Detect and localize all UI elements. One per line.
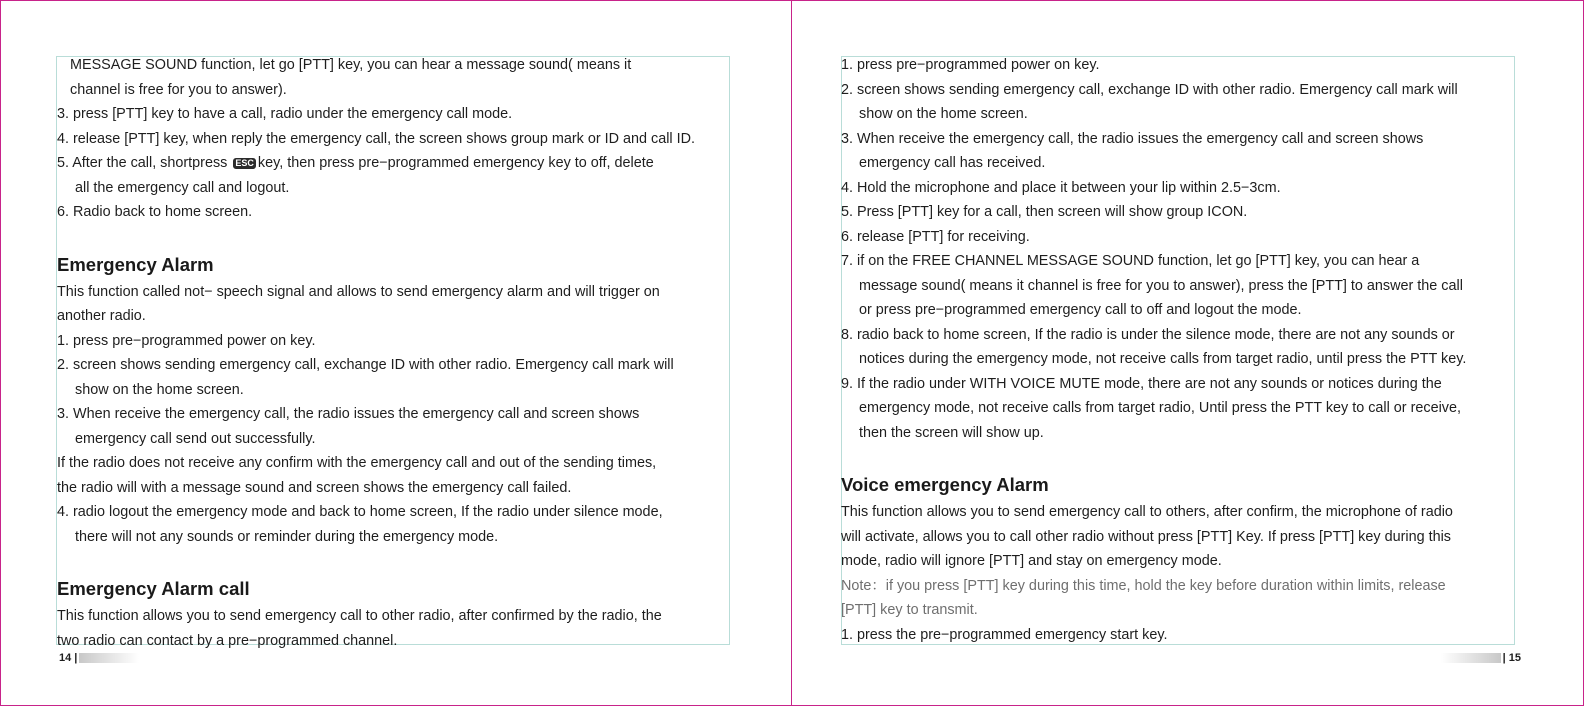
page-number-divider: | (1502, 652, 1509, 664)
section-heading-emergency-alarm-call: Emergency Alarm call (57, 578, 250, 599)
right-page-content (841, 53, 1466, 647)
text-line: 1. press pre−programmed power on key. (57, 332, 316, 349)
text-line: This function called not− speech signal and allows to send emergency alarm and will trigger on (57, 283, 660, 300)
text-line: This function allows you to send emergency call to others, after confirm, the microphone of radio (841, 504, 1453, 520)
text-line: notices during the emergency mode, not receive calls from target radio, until press the PTT key. (859, 351, 1467, 367)
text-line: 8. radio back to home screen, If the radio is under the silence mode, there are not any sounds or (841, 326, 1455, 343)
text-line: or press pre−programmed emergency call to off and logout the mode. (859, 302, 1302, 318)
page-number: 15 (1508, 652, 1521, 664)
text-line: there will not any sounds or reminder during the emergency mode. (75, 528, 499, 545)
text-line: all the emergency call and logout. (75, 179, 290, 196)
text-line: will activate, allows you to call other radio without press [PTT] Key. If press [PTT] key during this (841, 528, 1451, 545)
text-line: 5. Press [PTT] key for a call, then screen will show group ICON. (841, 204, 1248, 220)
page-number-divider: | (71, 652, 78, 664)
text-line: mode, radio will ignore [PTT] and stay on emergency mode. (841, 553, 1222, 569)
text-line (57, 151, 695, 176)
text-line: channel is free for you to answer). (70, 81, 287, 98)
section-heading-voice-emergency-alarm: Voice emergency Alarm (841, 474, 1049, 495)
text-line: emergency call has received. (859, 155, 1046, 171)
text-line: 3. When receive the emergency call, the radio issues the emergency call and screen shows (57, 406, 640, 422)
text-line: show on the home screen. (859, 106, 1028, 122)
text-line: 2. screen shows sending emergency call, exchange ID with other radio. Emergency call mark will (841, 81, 1458, 98)
text-line: 6. release [PTT] for receiving. (841, 228, 1030, 245)
left-page-content (57, 53, 695, 653)
text-line: two radio can contact by a pre−programmed channel. (57, 632, 398, 649)
note-line: [PTT] key to transmit. (841, 602, 978, 618)
text-line: 1. press the pre−programmed emergency start key. (841, 626, 1168, 643)
page-footer (1503, 651, 1521, 665)
left-page (0, 0, 792, 706)
text-line: show on the home screen. (75, 381, 244, 398)
text-line: 4. Hold the microphone and place it between your lip within 2.5−3cm. (841, 179, 1281, 196)
footer-gradient-bar (1441, 653, 1501, 663)
text-fragment: 5. After the call, shortpress (57, 155, 228, 171)
text-line: MESSAGE SOUND function, let go [PTT] key, you can hear a message sound( means it (70, 57, 632, 73)
text-line: 3. When receive the emergency call, the radio issues the emergency call and screen shows (841, 130, 1424, 147)
text-line: 4. radio logout the emergency mode and back to home screen, If the radio under silence mode, (57, 504, 663, 520)
note-line: Note：if you press [PTT] key during this time, hold the key before duration within limits, release (841, 577, 1446, 594)
text-line: then the screen will show up. (859, 424, 1044, 441)
text-line: 2. screen shows sending emergency call, exchange ID with other radio. Emergency call mark will (57, 357, 674, 373)
text-line: 4. release [PTT] key, when reply the emergency call, the screen shows group mark or ID and call ID. (57, 130, 695, 147)
right-page (792, 0, 1584, 706)
text-line: 7. if on the FREE CHANNEL MESSAGE SOUND function, let go [PTT] key, you can hear a (841, 253, 1420, 269)
text-line: 1. press pre−programmed power on key. (841, 57, 1100, 73)
footer-gradient-bar (79, 653, 139, 663)
text-line: message sound( means it channel is free for you to answer), press the [PTT] to answer the call (859, 277, 1463, 294)
text-line: 3. press [PTT] key to have a call, radio under the emergency call mode. (57, 106, 513, 122)
text-fragment: key, then press pre−programmed emergency key to off, delete (257, 155, 654, 171)
page-number: 14 (59, 652, 72, 664)
text-line: another radio. (57, 308, 146, 324)
text-line: 9. If the radio under WITH VOICE MUTE mode, there are not any sounds or notices during the (841, 375, 1442, 392)
text-line: If the radio does not receive any confirm with the emergency call and out of the sending times, (57, 455, 657, 471)
esc-key-icon: ESC (235, 158, 254, 168)
section-heading-emergency-alarm: Emergency Alarm (57, 253, 214, 275)
text-line: emergency mode, not receive calls from target radio, Until press the PTT key to call or receive, (859, 400, 1461, 416)
text-line: 6. Radio back to home screen. (57, 204, 253, 220)
page-footer (59, 651, 77, 665)
text-line: emergency call send out successfully. (75, 430, 316, 447)
text-line: the radio will with a message sound and screen shows the emergency call failed. (57, 479, 572, 496)
text-line: This function allows you to send emergency call to other radio, after confirmed by the radio, the (57, 608, 662, 624)
